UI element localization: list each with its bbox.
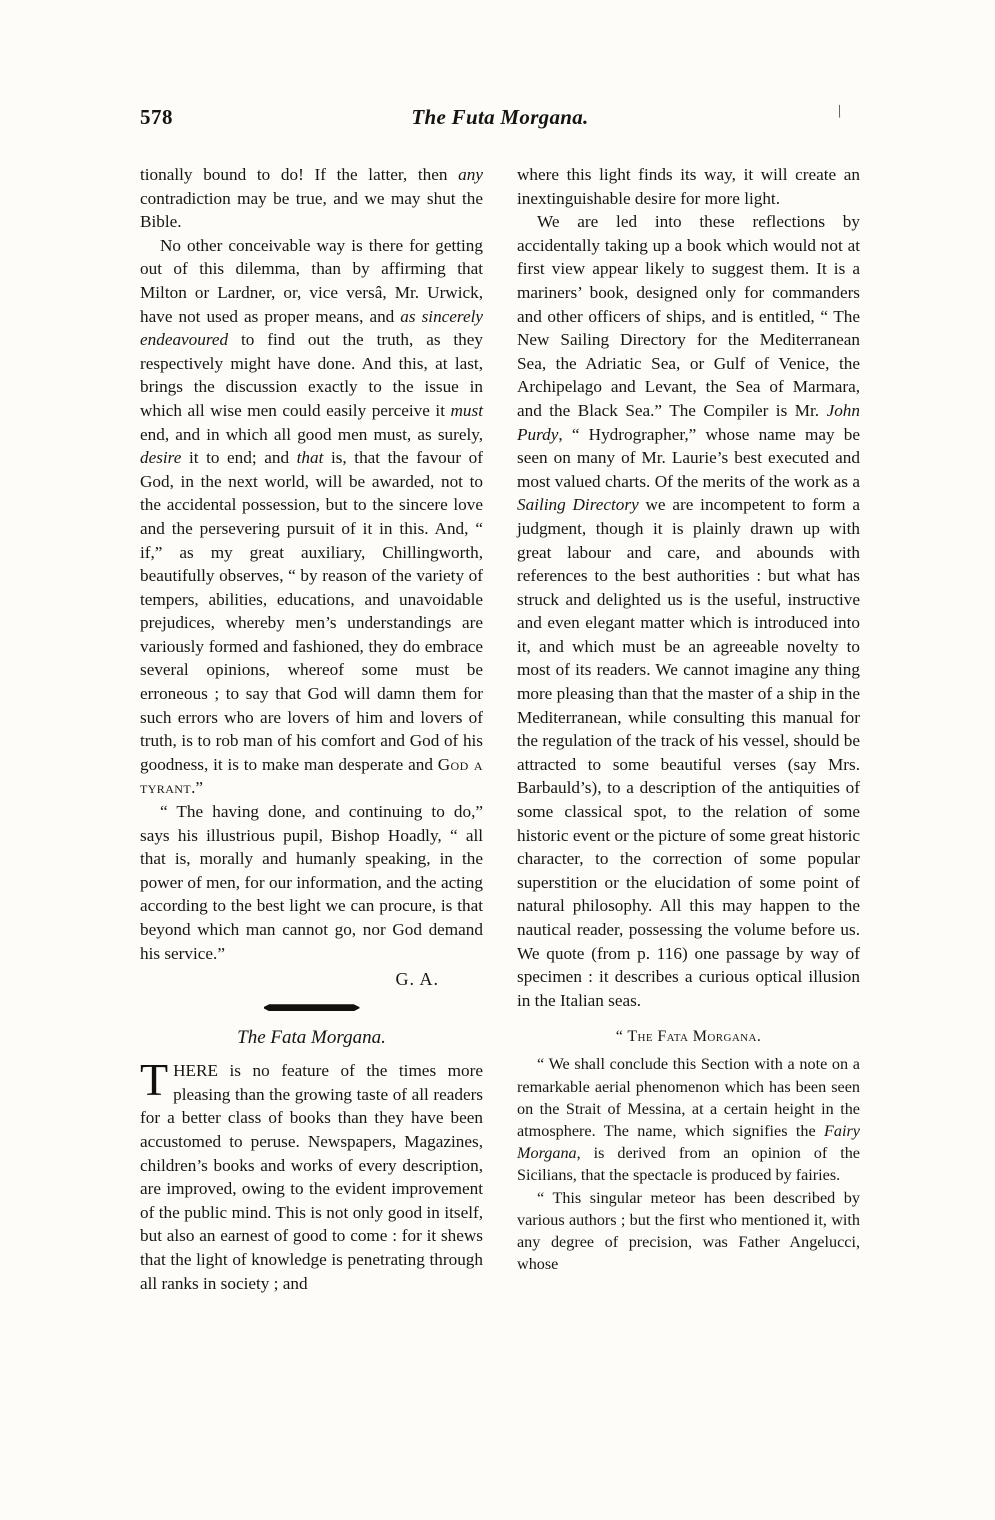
- quoted-paragraph: “ This singular meteor has been described by various authors ; but the first who mentioned it, with any degree of precision, was Father Angelucci, whose: [517, 1188, 860, 1274]
- scan-mark-glyph: \: [834, 100, 846, 122]
- quoted-paragraph: “ We shall conclude this Section with a note on a remarkable aerial phenomenon which has been seen on the Strait of Messina, at a certain height in the atmosphere. The name, which signifies the Fairy Morgana, is derived from an opinion of the Sicilians, that the spectacle is produced by fairies.: [517, 1055, 860, 1185]
- article-title: The Fata Morgana.: [237, 1027, 386, 1049]
- quote-subheading-text: “ The Fata Morgana.: [615, 1028, 762, 1046]
- paragraph: tionally bound to do! If the latter, then any contradiction may be true, and we may shut the Bible.: [140, 165, 483, 232]
- author-signature: G. A.: [395, 969, 439, 990]
- page-content: [140, 100, 860, 1295]
- paragraph: “ The having done, and continuing to do,” says his illustrious pupil, Bishop Hoadly, “ all that is, morally and humanly speaking, in the power of men, for our information, and the acting according to the best light we can procure, is that beyond which man cannot go, nor God demand his service.”: [140, 802, 483, 963]
- paragraph: where this light finds its way, it will create an inextinguishable desire for more light.: [517, 165, 860, 208]
- ornament-rule: [264, 1004, 360, 1011]
- paragraph: We are led into these reflections by accidentally taking up a book which would not at first view appear likely to suggest them. It is a mariners’ book, designed only for commanders and other officers of ships, and is entitled, “ The New Sailing Directory for the Mediterranean Sea, the Adriatic Sea, or Gulf of Venice, the Archipelago and Levant, the Sea of Marmara, and the Black Sea.” The Compiler is Mr. John Purdy, “ Hydrographer,” whose name may be seen on many of Mr. Laurie’s best executed and most valued charts. Of the merits of the work as a Sailing Directory we are incompetent to form a judgment, though it is plainly drawn up with great labour and care, and abounds with references to the best authorities : but what has struck and delighted us is the useful, instructive and even elegant matter which is introduced into it, and which must be an agreeable novelty to most of its readers. We cannot imagine any thing more pleasing than that the master of a ship in the Mediterranean, while consulting this manual for the regulation of the track of his vessel, should be attracted to some beautiful verses (say Mrs. Barbauld’s), to a description of the antiquities of some classical spot, to the relation of some historic event or the picture of some great historic character, to the correction of some popular superstition or the elucidation of some point of natural philosophy. All this may happen to the nautical reader, possessing the volume before us. We quote (from p. 116) one passage by way of specimen : it describes a curious optical illusion in the Italian seas.: [517, 212, 860, 1010]
- left-column: [140, 163, 483, 1295]
- running-head: [140, 100, 860, 139]
- article-opening-paragraph: [140, 1054, 483, 1295]
- drop-cap: T: [140, 1054, 169, 1106]
- page-number: 578: [140, 105, 173, 129]
- two-column-body: [140, 163, 860, 1295]
- right-column: [517, 163, 860, 1295]
- paragraph: No other conceivable way is there for getting out of this dilemma, than by affirming that Milton or Lardner, or, vice versâ, Mr. Urwick, have not used as proper means, and as sincerely endeavoured to find out the truth, as they respectively might have done. And this, at last, brings the discussion exactly to the issue in which all wise men could easily perceive it must end, and in which all good men must, as surely, desire it to end; and that is, that the favour of God, in the next world, will be awarded, not to the accidental possession, but to the sincere love and the persevering pursuit of it in this. And, “ if,” as my great auxiliary, Chillingworth, beautifully observes, “ by reason of the variety of tempers, abilities, educations, and unavoidable prejudices, whereby men’s understandings are variously formed and fashioned, they do embrace several opinions, whereof some must be erroneous ; to say that God will damn them for such errors who are lovers of him and lovers of truth, is to rob man of his comfort and God of his goodness, it is to make man desperate and God a tyrant.”: [140, 235, 484, 798]
- section-divider: [140, 1004, 483, 1011]
- quote-subheading: [517, 1028, 860, 1046]
- paragraph-text: HERE is no feature of the times more pleasing than the growing taste of all readers for a better class of books than they have been accustomed to peruse. Newspapers, Magazines, children’s books and works of every description, are improved, owing to the evident improvement of the public mind. This is not only good in itself, but also an earnest of good to come : for it shews that the light of knowledge is penetrating through all ranks in society ; and: [140, 1061, 483, 1293]
- running-title: The Futa Morgana.: [411, 105, 589, 129]
